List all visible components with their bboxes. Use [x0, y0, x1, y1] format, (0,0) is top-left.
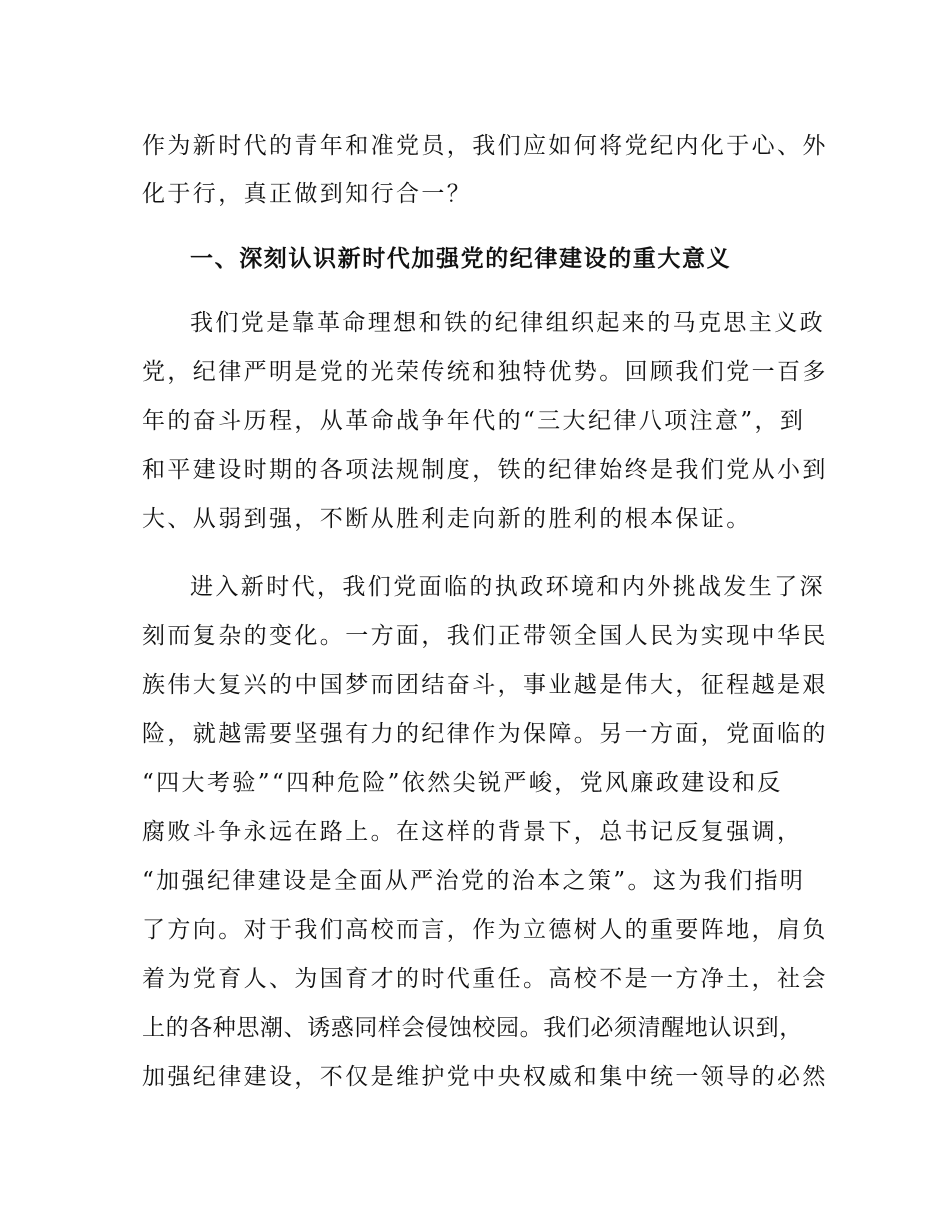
paragraph-2-line-4: 险，就越需要坚强有力的纪律作为保障。另一方面，党面临的 — [142, 721, 828, 747]
intro-line-2: 化于行，真正做到知行合一？ — [142, 181, 473, 207]
paragraph-1-line-3: 年的奋斗历程，从革命战争年代的“三大纪律八项注意”，到 — [142, 408, 806, 434]
section-heading: 一、深刻认识新时代加强党的纪律建设的重大意义 — [190, 246, 732, 272]
paragraph-2-line-8: 了方向。对于我们高校而言，作为立德树人的重要阵地，肩负 — [142, 917, 828, 943]
paragraph-2-line-7: “加强纪律建设是全面从严治党的治本之策”。这为我们指明 — [142, 868, 806, 894]
paragraph-2-line-3: 族伟大复兴的中国梦而团结奋斗，事业越是伟大，征程越是艰 — [142, 672, 828, 698]
paragraph-2-line-5: “四大考验”“四种危险”依然尖锐严峻，党风廉政建设和反 — [142, 770, 783, 796]
paragraph-1-line-5: 大、从弱到强，不断从胜利走向新的胜利的根本保证。 — [142, 506, 752, 532]
paragraph-2-line-11: 加强纪律建设，不仅是维护党中央权威和集中统一领导的必然 — [142, 1064, 828, 1090]
intro-line-1: 作为新时代的青年和准党员，我们应如何将党纪内化于心、外 — [142, 133, 828, 159]
paragraph-2-line-2: 刻而复杂的变化。一方面，我们正带领全国人民为实现中华民 — [142, 623, 828, 649]
paragraph-1-line-1: 我们党是靠革命理想和铁的纪律组织起来的马克思主义政 — [190, 310, 825, 336]
paragraph-1-line-4: 和平建设时期的各项法规制度，铁的纪律始终是我们党从小到 — [142, 457, 828, 483]
paragraph-2-line-9: 着为党育人、为国育才的时代重任。高校不是一方净土，社会 — [142, 966, 828, 992]
paragraph-2-line-6: 腐败斗争永远在路上。在这样的背景下，总书记反复强调， — [142, 819, 803, 845]
paragraph-1-line-2: 党，纪律严明是党的光荣传统和独特优势。回顾我们党一百多 — [142, 359, 828, 385]
paragraph-2-line-10: 上的各种思潮、诱惑同样会侵蚀校园。我们必须清醒地认识到， — [142, 1015, 803, 1041]
paragraph-2-line-1: 进入新时代，我们党面临的执政环境和内外挑战发生了深 — [190, 574, 825, 600]
